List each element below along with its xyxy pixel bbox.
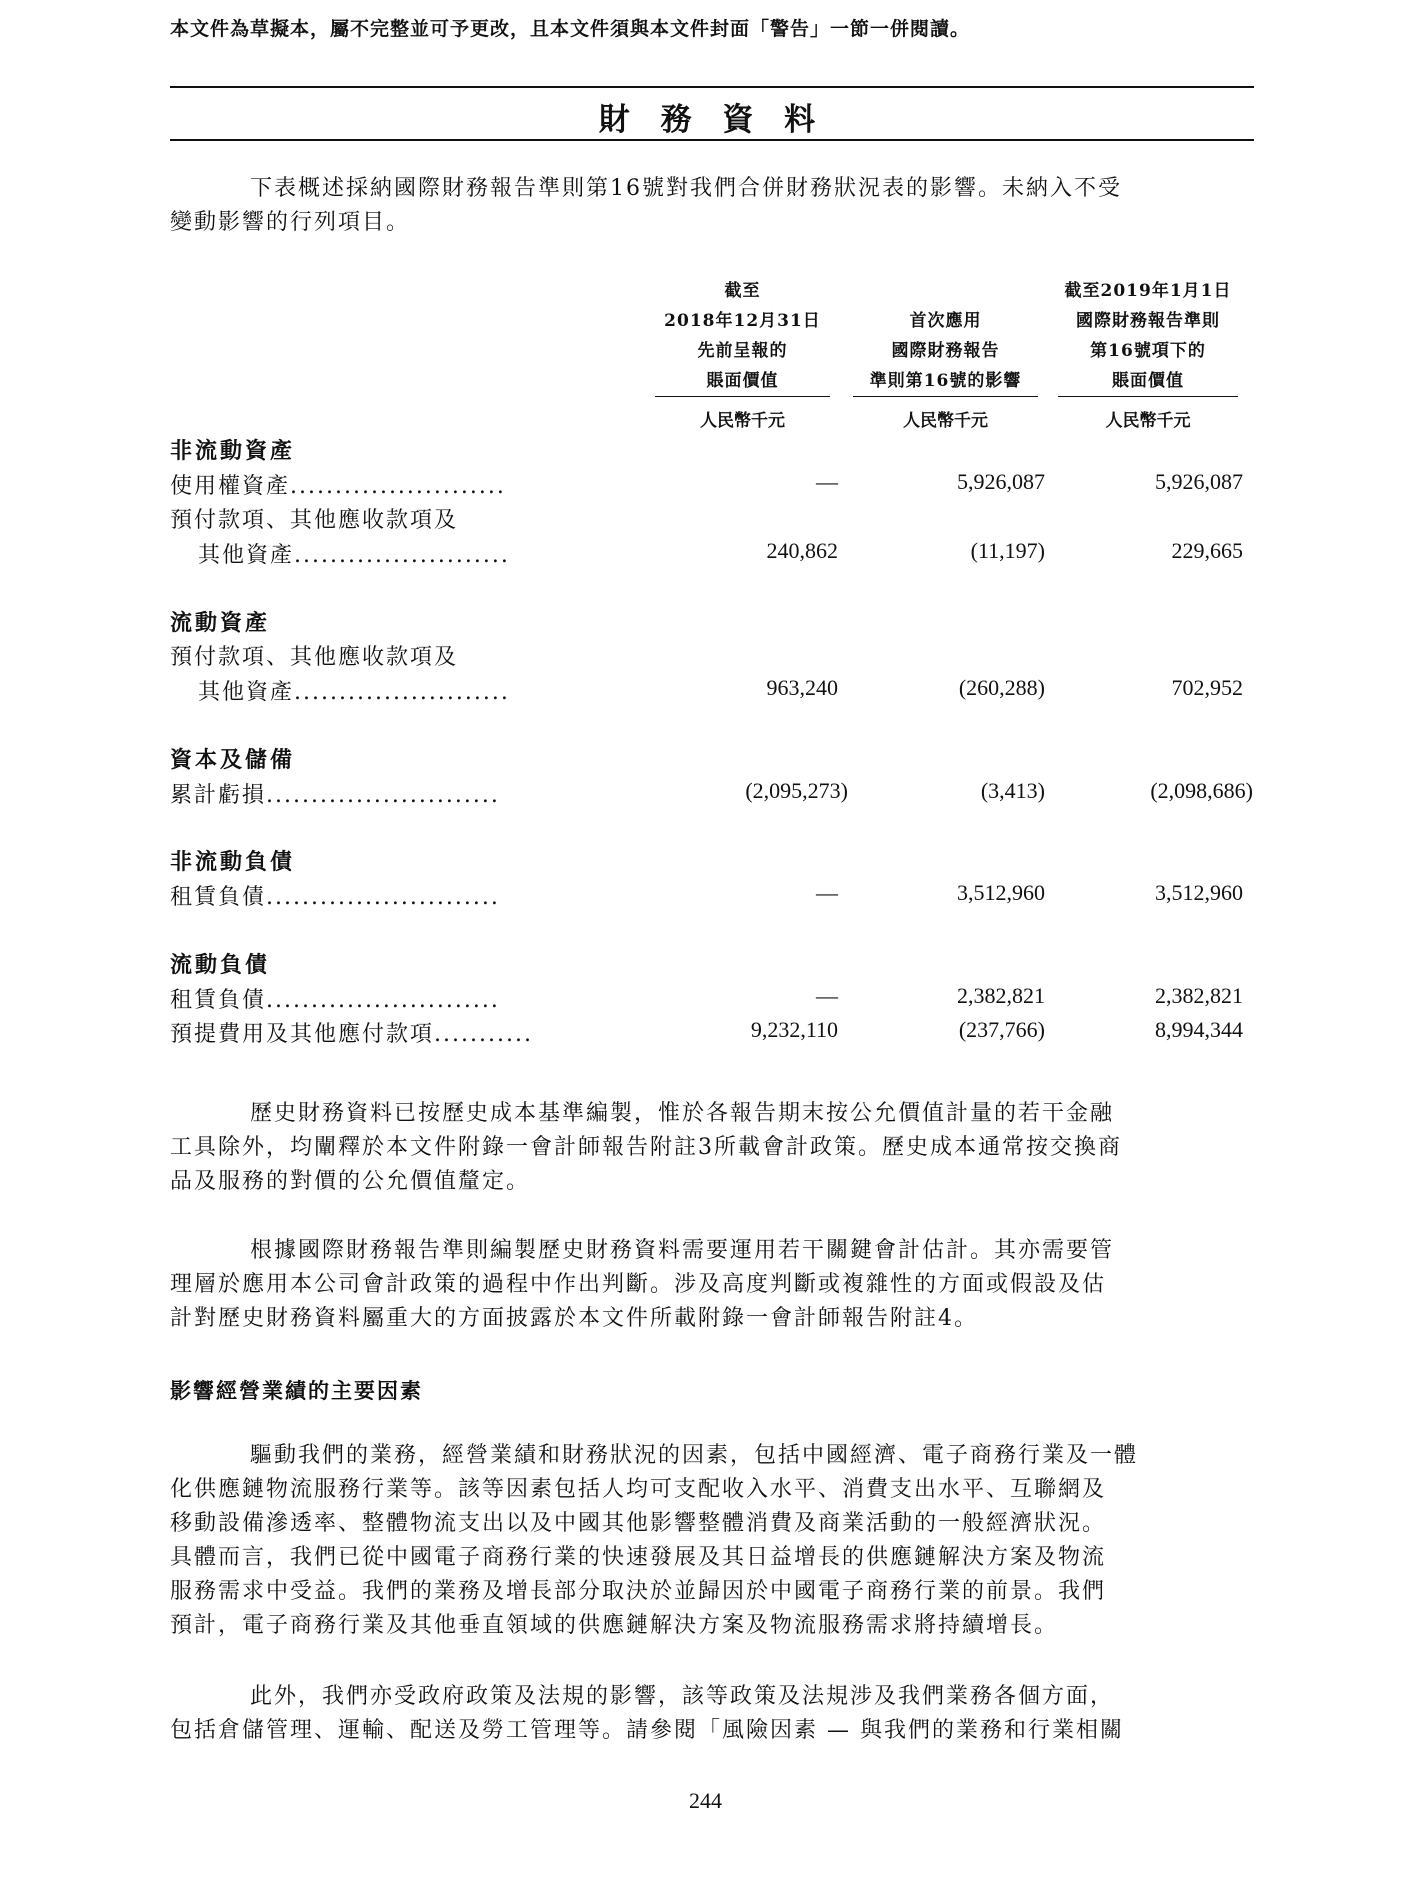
table-cell: 9,232,110 bbox=[750, 1017, 838, 1042]
table-cell: 3,512,960 bbox=[1155, 880, 1243, 905]
paragraph-line: 驅動我們的業務，經營業績和財務狀況的因素，包括中國經濟、電子商務行業及一體 bbox=[250, 1443, 1139, 1468]
title-rule-top bbox=[170, 86, 1254, 88]
column-header-previous bbox=[655, 276, 830, 396]
table-cell: (2,098,686) bbox=[1150, 778, 1253, 803]
header-line: 第16號項下的 bbox=[1090, 341, 1206, 361]
table-cell: 2,382,821 bbox=[957, 983, 1045, 1008]
unit-label: 人民幣千元 bbox=[1105, 411, 1191, 431]
page-number: 244 bbox=[689, 1788, 722, 1813]
estimates-paragraph bbox=[170, 1234, 1254, 1336]
draft-warning-banner: 本文件為草擬本，屬不完整並可予更改，且本文件須與本文件封面「警告」一節一併閱讀。 bbox=[170, 18, 971, 40]
title-rule-bottom bbox=[170, 139, 1254, 141]
paragraph-line: 化供應鏈物流服務行業等。該等因素包括人均可支配收入水平、消費支出水平、互聯網及 bbox=[170, 1477, 1107, 1502]
section-heading: 流動資產 bbox=[170, 610, 271, 636]
table-cell: 5,926,087 bbox=[1155, 469, 1243, 494]
dot-leader: ........... bbox=[434, 1022, 533, 1047]
table-cell: (3,413) bbox=[980, 778, 1045, 803]
paragraph-line: 理層於應用本公司會計政策的過程中作出判斷。涉及高度判斷或複雜性的方面或假設及估 bbox=[170, 1272, 1107, 1297]
table-cell: — bbox=[816, 880, 838, 905]
row-label bbox=[170, 983, 500, 1014]
row-label bbox=[170, 778, 500, 809]
row-label: 預付款項、其他應收款項及 bbox=[170, 645, 459, 670]
table-cell: (11,197) bbox=[970, 538, 1045, 563]
column-header-ifrs16 bbox=[1053, 276, 1243, 396]
table-cell: 8,994,344 bbox=[1155, 1017, 1243, 1042]
paragraph-line: 此外，我們亦受政府政策及法規的影響，該等政策及法規涉及我們業務各個方面， bbox=[250, 1684, 1115, 1709]
unit-label: 人民幣千元 bbox=[903, 411, 988, 431]
row-label-text: 累計虧損 bbox=[170, 783, 267, 808]
intro-paragraph bbox=[170, 172, 1254, 240]
column-header-impact bbox=[853, 306, 1038, 396]
row-label bbox=[198, 538, 510, 569]
history-paragraph bbox=[170, 1097, 1254, 1199]
table-cell: — bbox=[816, 469, 838, 494]
intro-line: 下表概述採納國際財務報告準則第16號對我們合併財務狀況表的影響。未納入不受 bbox=[250, 176, 1122, 201]
table-cell: 2,382,821 bbox=[1155, 983, 1243, 1008]
paragraph-line: 預計，電子商務行業及其他垂直領域的供應鏈解決方案及物流服務需求將持續增長。 bbox=[170, 1613, 1059, 1638]
row-label-text: 使用權資產 bbox=[170, 474, 291, 499]
header-line: 先前呈報的 bbox=[697, 341, 788, 361]
row-label bbox=[198, 675, 510, 706]
row-label bbox=[170, 880, 500, 911]
table-cell: 3,512,960 bbox=[957, 880, 1045, 905]
row-label-text: 其他資產 bbox=[198, 543, 295, 568]
dot-leader: ........................ bbox=[294, 680, 510, 705]
table-cell: — bbox=[816, 983, 838, 1008]
policy-paragraph bbox=[170, 1680, 1254, 1748]
section-subheading: 影響經營業績的主要因素 bbox=[170, 1378, 423, 1403]
table-cell: (237,766) bbox=[958, 1017, 1045, 1042]
section-heading: 流動負債 bbox=[170, 952, 271, 978]
table-cell: (260,288) bbox=[958, 675, 1045, 700]
paragraph-line: 計對歷史財務資料屬重大的方面披露於本文件所載附錄一會計師報告附註4。 bbox=[170, 1306, 978, 1331]
header-line: 國際財務報告準則 bbox=[1076, 311, 1220, 331]
paragraph-line: 具體而言，我們已從中國電子商務行業的快速發展及其日益增長的供應鏈解決方案及物流 bbox=[170, 1545, 1107, 1570]
paragraph-line: 根據國際財務報告準則編製歷史財務資料需要運用若干關鍵會計估計。其亦需要管 bbox=[250, 1238, 1115, 1263]
header-line: 2018年12月31日 bbox=[664, 311, 821, 331]
header-line: 國際財務報告 bbox=[891, 341, 1000, 361]
header-line: 賬面價值 bbox=[1112, 371, 1184, 391]
row-label-text: 租賃負債 bbox=[170, 885, 267, 910]
intro-line: 變動影響的行列項目。 bbox=[170, 210, 411, 235]
row-label-text: 其他資產 bbox=[198, 680, 295, 705]
dot-leader: ........................ bbox=[294, 543, 510, 568]
paragraph-line: 服務需求中受益。我們的業務及增長部分取決於並歸因於中國電子商務行業的前景。我們 bbox=[170, 1579, 1107, 1604]
paragraph-line: 包括倉儲管理、運輸、配送及勞工管理等。請參閱「風險因素 — 與我們的業務和行業相關 bbox=[170, 1718, 1124, 1743]
row-label: 預付款項、其他應收款項及 bbox=[170, 508, 459, 533]
section-heading: 非流動負債 bbox=[170, 849, 296, 875]
dot-leader: .......................... bbox=[266, 988, 500, 1013]
factors-paragraph bbox=[170, 1439, 1254, 1643]
table-cell: 229,665 bbox=[1171, 538, 1243, 563]
page-title: 財 務 資 料 bbox=[598, 102, 826, 138]
table-cell: 702,952 bbox=[1171, 675, 1243, 700]
row-label bbox=[170, 1017, 533, 1048]
header-line: 準則第16號的影響 bbox=[869, 371, 1022, 391]
paragraph-line: 工具除外，均闡釋於本文件附錄一會計師報告附註3所載會計政策。歷史成本通常按交換商 bbox=[170, 1135, 1123, 1160]
table-cell: (2,095,273) bbox=[745, 778, 848, 803]
header-line: 截至 bbox=[724, 281, 761, 301]
header-line: 賬面價值 bbox=[706, 371, 779, 391]
row-label-text: 預提費用及其他應付款項 bbox=[170, 1022, 435, 1047]
section-heading: 資本及儲備 bbox=[170, 747, 296, 773]
paragraph-line: 移動設備滲透率、整體物流支出以及中國其他影響整體消費及商業活動的一般經濟狀況。 bbox=[170, 1511, 1107, 1536]
table-cell: 963,240 bbox=[766, 675, 838, 700]
table-cell: 5,926,087 bbox=[957, 469, 1045, 494]
paragraph-line: 品及服務的對價的公允價值釐定。 bbox=[170, 1169, 531, 1194]
column-rule bbox=[655, 396, 830, 397]
header-line: 截至2019年1月1日 bbox=[1064, 281, 1232, 301]
column-rule bbox=[853, 396, 1038, 397]
table-cell: 240,862 bbox=[766, 538, 838, 563]
dot-leader: .......................... bbox=[266, 885, 500, 910]
paragraph-line: 歷史財務資料已按歷史成本基準編製，惟於各報告期末按公允價值計量的若干金融 bbox=[250, 1101, 1115, 1126]
row-label bbox=[170, 469, 506, 500]
row-label-text: 租賃負債 bbox=[170, 988, 267, 1013]
dot-leader: ........................ bbox=[290, 474, 506, 499]
unit-label: 人民幣千元 bbox=[700, 411, 785, 431]
section-heading: 非流動資產 bbox=[170, 438, 296, 464]
column-rule bbox=[1058, 396, 1238, 397]
dot-leader: .......................... bbox=[266, 783, 500, 808]
header-line: 首次應用 bbox=[909, 311, 982, 331]
